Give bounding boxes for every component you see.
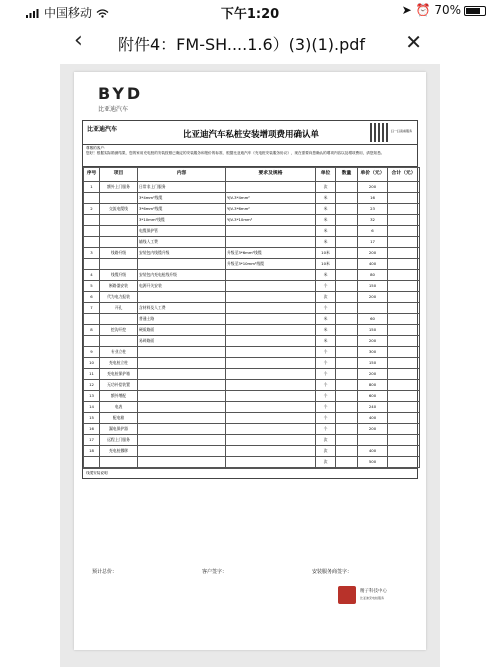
table-cell [226,391,316,402]
table-cell [336,424,358,435]
table-cell [100,193,138,204]
table-cell: 米 [316,204,336,215]
table-cell: 5 [84,281,100,292]
column-header: 合计（元） [388,168,420,182]
table-cell: 16 [358,193,388,204]
table-cell [358,435,388,446]
table-cell: 600 [358,391,388,402]
table-cell [138,424,226,435]
close-icon[interactable]: ✕ [405,30,422,54]
table-cell: 14 [84,402,100,413]
column-header: 要求及规格 [226,168,316,182]
table-row [84,336,420,347]
qr-caption: 扫一扫查看服务 [391,129,413,133]
table-cell: 200 [358,336,388,347]
table-cell: 个 [316,402,336,413]
table-cell: 远程上门服务 [100,435,138,446]
table-cell: 200 [358,424,388,435]
table-cell: 代为电力报装 [100,292,138,303]
table-cell [84,226,100,237]
table-row [84,259,420,270]
total-price-label: 预计总价： [92,569,118,575]
table-cell [336,226,358,237]
table-cell: 电缆保护管 [138,226,226,237]
table-cell [100,259,138,270]
table-cell [226,292,316,303]
table-cell: 电源开关安装 [138,281,226,292]
seal-caption [360,588,410,600]
table-cell [100,226,138,237]
table-cell: 10米 [316,259,336,270]
table-cell: 4 [84,270,100,281]
table-cell: 10 [84,358,100,369]
table-cell: 7 [84,303,100,314]
pdf-viewer[interactable] [60,64,440,667]
table-row [84,347,420,358]
table-cell [226,380,316,391]
column-header: 项目 [100,168,138,182]
table-cell [336,402,358,413]
table-cell [84,193,100,204]
column-header: 单价（元） [358,168,388,182]
table-cell [138,435,226,446]
table-cell: 充电桩挪移 [100,446,138,457]
table-cell: 断路器安装 [100,281,138,292]
table-cell [388,270,420,281]
alarm-icon: ⏰ [415,3,431,17]
table-cell [388,391,420,402]
table-row [84,248,420,259]
table-cell [138,369,226,380]
table-cell [388,193,420,204]
table-cell: 个 [316,413,336,424]
table-cell [336,303,358,314]
company-seal [338,586,356,604]
table-cell: 个 [316,380,336,391]
table-cell [336,182,358,193]
sheet-brand: 比亚迪汽车 [87,126,118,133]
column-header: 单位 [316,168,336,182]
footer-note: 线缆安装说明 [83,468,417,478]
table-cell [336,380,358,391]
table-cell [138,358,226,369]
table-cell: 8 [84,325,100,336]
table-cell: 米 [316,237,336,248]
table-cell: 个 [316,369,336,380]
table-cell [336,314,358,325]
table-cell [336,259,358,270]
table-row [84,281,420,292]
table-cell [84,215,100,226]
table-cell [336,413,358,424]
table-cell [358,303,388,314]
table-cell [388,446,420,457]
table-cell: 80 [358,270,388,281]
table-cell: YJV-3*6mm² [226,204,316,215]
table-cell [100,457,138,468]
table-row [84,369,420,380]
table-cell: 240 [358,402,388,413]
table-cell: 含材料及人工费 [138,303,226,314]
table-cell [226,270,316,281]
table-cell [336,336,358,347]
table-cell: 个 [316,391,336,402]
table-cell: 日常非上门服务 [138,182,226,193]
table-cell: 3*4mm²线缆 [138,193,226,204]
installer-sign-label: 安装服务商签字： [312,569,353,575]
table-cell: 开孔 [100,303,138,314]
table-cell [388,237,420,248]
table-cell [100,314,138,325]
battery-percent: 70% [434,3,461,17]
table-cell [138,457,226,468]
table-cell [336,457,358,468]
table-cell [388,457,420,468]
table-row [84,435,420,446]
table-cell: 漏电保护器 [100,424,138,435]
table-cell [138,391,226,402]
sheet-header [83,121,417,145]
table-cell [100,237,138,248]
table-cell [336,391,358,402]
table-cell: 6 [358,226,388,237]
table-cell: 32 [358,215,388,226]
table-cell: 米 [316,226,336,237]
table-row [84,424,420,435]
table-cell [84,237,100,248]
table-cell [388,435,420,446]
table-row [84,358,420,369]
table-cell [388,248,420,259]
table-cell: 200 [358,369,388,380]
table-cell: 200 [358,292,388,303]
table-cell: 次 [316,292,336,303]
notice [83,145,417,167]
table-cell: 交流电缆线 [100,204,138,215]
logo-mark: BYD [98,84,144,103]
logo-cn: 比亚迪汽车 [98,106,129,113]
status-bar [0,0,500,22]
table-cell [226,369,316,380]
table-row [84,380,420,391]
table-cell [388,358,420,369]
table-cell [336,325,358,336]
table-cell [388,182,420,193]
table-cell: 个 [316,281,336,292]
table-cell [388,215,420,226]
table-cell [388,369,420,380]
table-cell [336,347,358,358]
table-cell: 3 [84,248,100,259]
table-cell [336,215,358,226]
table-cell [226,446,316,457]
table-cell: 300 [358,347,388,358]
table-cell: 充电桩保护箱 [100,369,138,380]
table-cell [84,259,100,270]
table-row [84,391,420,402]
table-cell [226,347,316,358]
table-cell: 12 [84,380,100,391]
table-cell: 升级至3*10mm²线缆 [226,259,316,270]
customer-sign-label: 客户签字： [202,569,228,575]
table-cell [388,314,420,325]
table-cell: 11 [84,369,100,380]
seal-subtitle: 比亚迪充电桩服务 [360,596,385,600]
table-cell: 400 [358,259,388,270]
status-right [402,3,486,17]
table-cell [138,402,226,413]
table-cell: 个 [316,303,336,314]
table-cell [138,380,226,391]
table-cell [388,204,420,215]
table-cell: 普通土路 [138,314,226,325]
table-cell: YJV-3*4mm² [226,193,316,204]
table-cell: 线路升级 [100,248,138,259]
table-cell [336,248,358,259]
table-cell: 1 [84,182,100,193]
table-row [84,303,420,314]
table-cell [336,270,358,281]
clock: 下午1:20 [220,7,280,22]
table-cell: 次 [316,446,336,457]
table-cell [138,292,226,303]
table-cell [336,281,358,292]
qr-code-icon [370,123,389,142]
table-cell: 17 [358,237,388,248]
table-cell [388,402,420,413]
table-cell: 次 [316,435,336,446]
notice-salutation: 尊敬的客户： [86,146,108,150]
table-cell: 安装包内充电枪线升级 [138,270,226,281]
column-header: 数量 [336,168,358,182]
column-header: 内容 [138,168,226,182]
table-row [84,314,420,325]
table-cell: 专业立柱 [100,347,138,358]
table-cell: 10米 [316,248,336,259]
table-cell: 米 [316,193,336,204]
table-row [84,325,420,336]
battery-icon [464,6,486,16]
table-cell [336,292,358,303]
table-row [84,457,420,468]
table-cell: 200 [358,248,388,259]
table-cell [226,303,316,314]
table-cell [226,402,316,413]
table-cell: 个 [316,358,336,369]
table-cell [388,226,420,237]
table-cell [138,259,226,270]
table-cell [388,281,420,292]
table-cell: 2 [84,204,100,215]
table-cell: 18 [84,446,100,457]
table-cell: 安装包内线缆升级 [138,248,226,259]
table-cell [226,281,316,292]
table-cell [226,457,316,468]
table-cell [336,369,358,380]
table-cell: 16 [84,424,100,435]
table-cell [84,457,100,468]
table-cell: 个 [316,424,336,435]
table-cell: 6 [84,292,100,303]
table-cell: 额外增配 [100,391,138,402]
table-cell [226,237,316,248]
table-cell [138,446,226,457]
table-cell: 电表 [100,402,138,413]
document-title: 附件4：FM-SH....1.6）(3)(1).pdf [118,35,366,54]
carrier-label: 中国移动 [44,6,93,20]
table-cell [388,292,420,303]
table-cell [226,314,316,325]
table-cell: 150 [358,281,388,292]
notice-body: 您好！根据实际勘测结果，您的家用充电桩的安装按照已确定的安装服务和报价的标准，根据比亚迪汽车《充电桩安装服务协议》，现在需要向您确认的增项内容以及增项费用，请您知悉。 [86,151,385,155]
table-cell: 无功补偿装置 [100,380,138,391]
table-cell: 15 [84,413,100,424]
table-cell: 次 [316,457,336,468]
table-cell [226,358,316,369]
table-row [84,215,420,226]
table-row [84,193,420,204]
table-row [84,446,420,457]
table-cell: 米 [316,215,336,226]
table-cell [84,336,100,347]
table-cell [388,424,420,435]
table-cell: 米 [316,314,336,325]
table-cell: 升级至3*6mm²线缆 [226,248,316,259]
table-cell [138,347,226,358]
byd-logo [98,84,168,113]
table-cell: 400 [358,446,388,457]
table-cell [100,336,138,347]
table-cell [100,215,138,226]
location-icon: ➤ [401,3,412,17]
table-cell: 充电桩立柱 [100,358,138,369]
table-cell [336,435,358,446]
seal-title: 精子科技中心 [360,589,387,594]
table-cell: 400 [358,413,388,424]
table-cell: 辅线人工费 [138,237,226,248]
table-cell [226,435,316,446]
table-cell [226,325,316,336]
table-cell: 3*10mm²线缆 [138,215,226,226]
table-cell: 17 [84,435,100,446]
table-cell: 线缆升级 [100,270,138,281]
table-cell: 800 [358,380,388,391]
table-cell: 次 [316,182,336,193]
table-cell: 挖沟开挖 [100,325,138,336]
table-row [84,292,420,303]
table-cell [84,314,100,325]
table-row [84,237,420,248]
sheet-title: 比亚迪汽车私桩安装增项费用确认单 [182,130,319,140]
table-cell [226,336,316,347]
table-cell: 500 [358,457,388,468]
table-cell: 米 [316,270,336,281]
nav-bar [0,22,500,64]
table-cell [336,193,358,204]
table-cell: 150 [358,325,388,336]
table-cell [388,259,420,270]
table-cell [388,336,420,347]
table-cell [138,413,226,424]
table-cell: 9 [84,347,100,358]
table-cell [336,204,358,215]
table-cell: 60 [358,314,388,325]
table-cell: YJV-3*10mm² [226,215,316,226]
table-cell [336,446,358,457]
table-row [84,413,420,424]
table-cell [336,237,358,248]
column-header: 序号 [84,168,100,182]
confirmation-sheet [82,120,418,479]
table-cell [388,380,420,391]
table-cell: 硬质路面 [138,325,226,336]
table-cell: 3*6mm²线缆 [138,204,226,215]
table-body [84,182,420,468]
table-cell: 米 [316,336,336,347]
table-cell: 米 [316,325,336,336]
back-chevron-icon[interactable]: ‹ [74,28,83,53]
table-row [84,402,420,413]
table-row [84,204,420,215]
table-cell [388,303,420,314]
table-cell: 13 [84,391,100,402]
table-cell: 易碎路面 [138,336,226,347]
table-cell: 200 [358,182,388,193]
table-cell [336,358,358,369]
table-cell: 个 [316,347,336,358]
table-row [84,270,420,281]
table-row [84,226,420,237]
pdf-page [74,72,426,650]
table-cell: 配电箱 [100,413,138,424]
fee-table [83,167,420,468]
table-row [84,182,420,193]
table-cell [388,413,420,424]
table-cell [226,182,316,193]
table-cell [226,413,316,424]
table-cell: 额外上门服务 [100,182,138,193]
table-cell: 23 [358,204,388,215]
table-cell [388,347,420,358]
table-cell [226,226,316,237]
table-cell: 150 [358,358,388,369]
table-cell [388,325,420,336]
table-cell [226,424,316,435]
table-header [84,168,420,182]
